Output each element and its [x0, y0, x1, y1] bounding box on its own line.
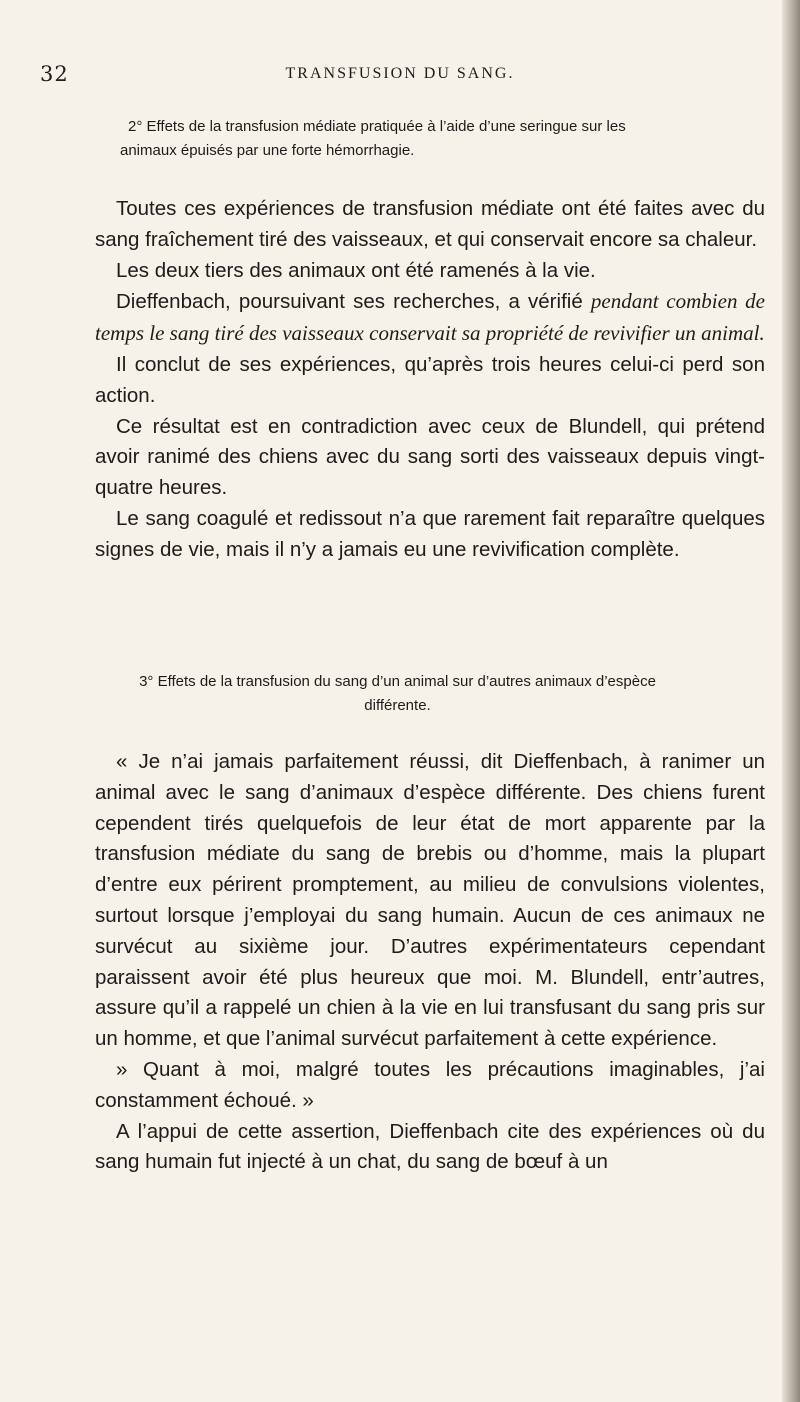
paragraph — [95, 286, 765, 350]
paragraph: Les deux tiers des animaux ont été ramenés à la vie. — [116, 258, 596, 282]
paragraph: Ce résultat est en contradiction avec ceux de Blundell, qui prétend avoir ranimé des chiens avec du sang sorti des vaisseaux depuis vingt-quatre heures. — [95, 414, 765, 500]
italic-emphasis: pendant combien de temps le sang tiré des vaisseaux conservait sa propriété de revivifier un animal. — [95, 289, 765, 346]
section-2-caption: 2° Effets de la transfusion médiate pratiquée à l’aide d’une seringue sur les animaux épuisés par une forte hémorrhagie. — [120, 118, 626, 159]
page-edge-shadow — [782, 0, 800, 1402]
running-head: TRANSFUSION DU SANG. — [285, 65, 515, 82]
paragraph: A l’appui de cette assertion, Dieffenbach cite des expériences où du sang humain fut injecté à un chat, du sang de bœuf à un — [95, 1119, 765, 1174]
paragraph: Il conclut de ses expériences, qu’après trois heures celui-ci perd son action. — [95, 352, 765, 407]
paragraph: « Je n’ai jamais parfaitement réussi, dit Dieffenbach, à ranimer un animal avec le sang d’animaux d’espèce différente. Des chiens furent cependent tirés quelquefois de leur état de mort apparente par la transfusion médiate du sang de brebis ou d’homme, mais la plupart d’entre eux périrent promptement, au milieu de convulsions violentes, surtout lorsque j’employai du sang humain. Aucun de ces animaux ne survécut au sixième jour. D’autres expérimentateurs cependant paraissent avoir été plus heureux que moi. M. Blundell, entr’autres, assure qu’il a rappelé un chien à la vie en lui transfusant du sang pris sur un homme, et que l’animal survécut parfaitement à cette expérience. — [95, 750, 765, 1051]
paragraph-text: Dieffenbach, poursuivant ses recherches, a vérifié — [116, 290, 591, 314]
page-number: 32 — [40, 62, 69, 86]
paragraph: Le sang coagulé et redissout n’a que rarement fait reparaître quelques signes de vie, mais il n’y a jamais eu une revivification complète. — [95, 506, 765, 561]
section-3-body — [95, 747, 765, 1178]
page-header — [0, 62, 800, 90]
paragraph: » Quant à moi, malgré toutes les précautions imaginables, j’ai constamment échoué. » — [95, 1057, 765, 1112]
paragraph: Toutes ces expériences de transfusion médiate ont été faites avec du sang fraîchement tiré des vaisseaux, et qui conservait encore sa chaleur. — [95, 197, 765, 251]
section-2-body — [95, 194, 765, 566]
section-3-caption: 3° Effets de la transfusion du sang d’un animal sur d’autres animaux d’espèce différente. — [139, 673, 656, 714]
